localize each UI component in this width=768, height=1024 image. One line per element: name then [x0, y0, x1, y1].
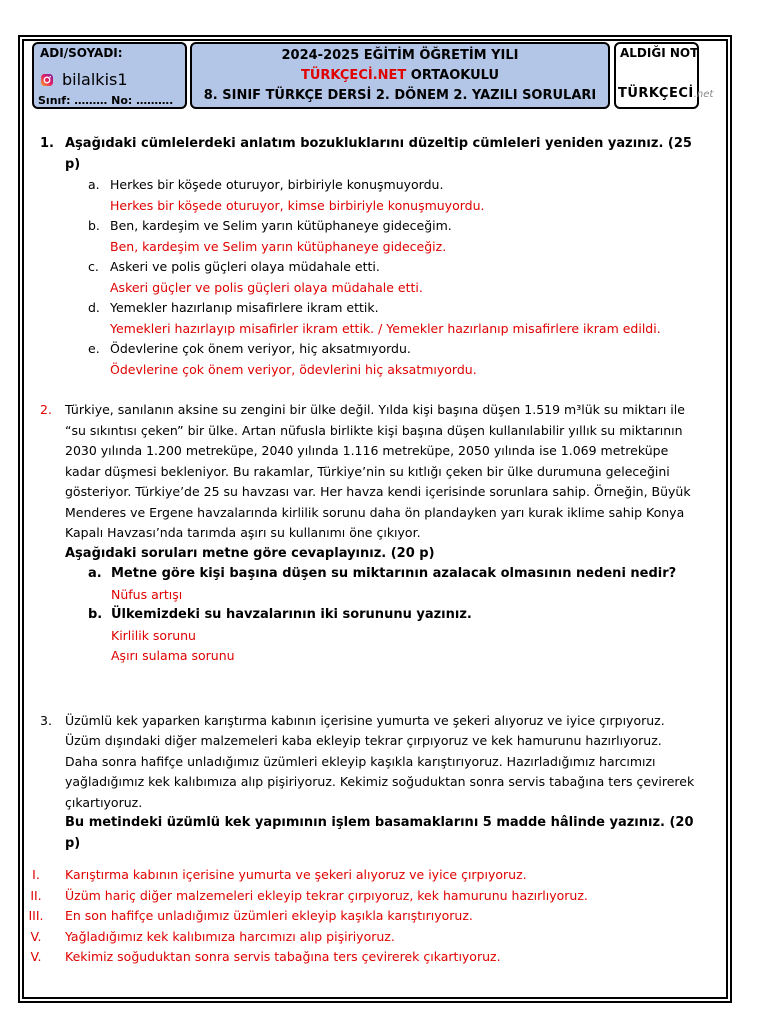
instagram-handle-row: [40, 70, 128, 89]
item-letter: c.: [88, 259, 99, 274]
instagram-icon: [40, 73, 54, 87]
question-2b-answer-2: Aşırı sulama sorunu: [111, 648, 235, 663]
item-letter: d.: [88, 300, 100, 315]
item-sentence: Yemekler hazırlanıp misafirlere ikram ettik.: [110, 300, 379, 315]
question-1-number: 1.: [40, 136, 54, 151]
step-item: [28, 906, 696, 927]
step-text: Üzüm hariç diğer malzemeleri ekleyip tekrar çırpıyoruz, kek hamurunu hazırlıyoruz.: [65, 887, 588, 903]
question-2a-letter: a.: [88, 566, 102, 581]
step-numeral: I.: [32, 867, 40, 882]
step-numeral: III.: [28, 908, 44, 923]
step-text: Yağladığımız kek kalıbımıza harcımızı alıp pişiriyoruz.: [65, 928, 395, 944]
question-3-passage: [36, 711, 696, 814]
item-sentence: Ben, kardeşim ve Selim yarın kütüphaneye gideceğim.: [110, 218, 452, 233]
item-sentence: Ödevlerine çok önem veriyor, hiç aksatmıyordu.: [110, 341, 411, 356]
grade-box: [614, 42, 714, 109]
step-text: Karıştırma kabının içerisine yumurta ve şekeri alıyoruz ve iyice çırpıyoruz.: [65, 867, 527, 882]
item-answer: Yemekleri hazırlayıp misafirler ikram ettik. / Yemekler hazırlanıp misafirlere ikram edildi.: [110, 320, 661, 336]
step-text: Kekimiz soğuduktan sonra servis tabağına ters çevirerek çıkartıyoruz.: [65, 949, 501, 964]
question-2-instruction: Aşağıdaki soruları metne göre cevaplayınız. (20 p): [65, 545, 435, 561]
question-1-item: [36, 298, 696, 319]
grade-label: ALDIĞI NOT: [620, 46, 699, 60]
question-1-item: [36, 257, 696, 278]
question-2-passage-text: Türkiye, sanılanın aksine su zengini bir ülke değil. Yılda kişi başına düşen 1.519 m³lük su miktarı ile “su sıkıntısı çeken” bir ülke. Artan nüfusla birlikte kişi başına düşen kullanılabilir yıllık su miktarının 2030 yılında 1.200 metreküpe, 2040 yılında 1.116 metreküpe, 2050 yılında ise 1.069 metreküpe kadar düşmesi bekleniyor. Bu rakamlar, Türkiye’nin su kıtlığı çeken bir ülke durumuna geleceğini gösteriyor. Türkiye’de 25 su havzası var. Her havza kendi içerisinde sorunlara sahip. Örneğin, Büyük Menderes ve Ergene havzalarında kirlilik sorunu daha ön plandayken yarı kurak iklime sahip Konya Kapalı Havzası’nda tarımda aşırı su kullanımı öne çıkıyor.: [65, 402, 691, 540]
item-letter: b.: [88, 218, 100, 233]
question-2b: [36, 605, 696, 626]
school-brand: TÜRKÇECİ.NET: [300, 68, 407, 83]
question-2a-answer: Nüfus artışı: [111, 586, 183, 602]
question-3-prompt: Bu metindeki üzümlü kek yapımının işlem basamaklarını 5 madde hâlinde yazınız. (20 p): [65, 815, 694, 851]
question-1-item: [36, 216, 696, 237]
question-1-item: [36, 339, 696, 360]
school-name: [192, 66, 608, 86]
step-numeral: II.: [30, 887, 42, 903]
step-item: [30, 927, 696, 948]
school-suffix: ORTAOKULU: [406, 68, 500, 83]
exam-title: 8. SINIF TÜRKÇE DERSİ 2. DÖNEM 2. YAZILI SORULARI: [203, 88, 597, 103]
question-2b-text: Ülkemizdeki su havzalarının iki sorununu yazınız.: [111, 607, 472, 622]
step-text: En son hafifçe unladığımız üzümleri ekleyip kaşıkla karıştırıyoruz.: [65, 908, 473, 923]
item-answer: Herkes bir köşede oturuyor, kimse birbiriyle konuşmuyordu.: [110, 197, 485, 213]
question-1-items: [36, 175, 696, 380]
question-1-text: Aşağıdaki cümlelerdeki anlatım bozukluklarını düzeltip cümleleri yeniden yazınız. (25 p): [65, 136, 692, 172]
year-title: 2024-2025 EĞİTİM ÖĞRETİM YILI: [281, 48, 519, 63]
question-2-number: 2.: [40, 402, 52, 417]
item-sentence: Askeri ve polis güçleri olaya müdahale etti.: [110, 259, 380, 274]
question-2-passage: [36, 400, 696, 544]
question-2a-text: Metne göre kişi başına düşen su miktarının azalacak olmasının nedeni nedir?: [111, 566, 677, 581]
turkceci-logo: [618, 82, 713, 101]
item-answer: Ödevlerine çok önem veriyor, ödevlerini hiç aksatmıyordu.: [110, 361, 477, 377]
question-3-number: 3.: [40, 712, 52, 728]
instagram-handle: bilalkis1: [62, 70, 128, 89]
item-answer: Ben, kardeşim ve Selim yarın kütüphaneye gideceğiz.: [110, 238, 447, 254]
step-item: [32, 865, 696, 886]
student-info-box: [32, 42, 187, 109]
question-2a: [36, 564, 696, 585]
item-sentence: Herkes bir köşede oturuyor, birbiriyle konuşmuyordu.: [110, 177, 444, 192]
step-item: [30, 947, 696, 968]
logo-main: TÜRKÇECİ: [618, 86, 694, 101]
question-3-steps: [28, 865, 696, 968]
question-2b-answer-1: Kirlilik sorunu: [111, 627, 196, 643]
question-1-item: [36, 175, 696, 196]
exam-title-box: [190, 42, 610, 109]
question-2b-letter: b.: [88, 607, 103, 622]
step-item: [30, 886, 696, 907]
step-numeral: V.: [30, 928, 42, 944]
name-label: ADI/SOYADI:: [40, 46, 123, 60]
logo-suffix: .net: [693, 89, 714, 100]
question-3-passage-text: Üzümlü kek yaparken karıştırma kabının içerisine yumurta ve şekeri alıyoruz ve iyice çırpıyoruz. Üzüm dışındaki diğer malzemeleri kaba ekleyip tekrar çırpıyoruz ve kek hamurunu hazırlıyoruz. Daha sonra hafifçe unladığımız üzümleri ekleyip kaşıkla karıştırıyoruz. Hazırladığımız harcımızı yağladığımız kek kalıbımıza alıp pişiriyoruz. Kekimiz soğuduktan sonra servis tabağına ters çevirerek çıkartıyoruz.: [65, 712, 695, 810]
step-numeral: V.: [30, 949, 42, 964]
item-letter: a.: [88, 177, 100, 192]
class-number-line: Sınıf: ……… No: ……….: [38, 94, 174, 107]
item-letter: e.: [88, 341, 100, 356]
item-answer: Askeri güçler ve polis güçleri olaya müdahale etti.: [110, 279, 423, 295]
exam-content: [28, 134, 696, 968]
question-1-prompt: [36, 134, 696, 175]
